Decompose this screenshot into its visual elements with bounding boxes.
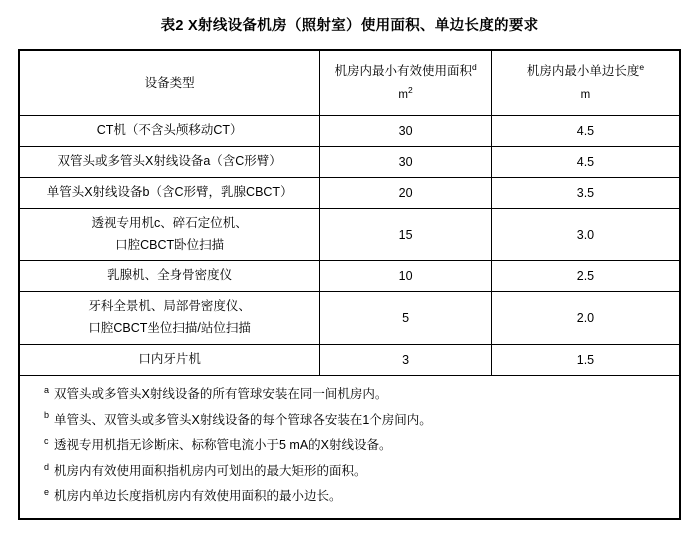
cell-min-side: 1.5 (491, 345, 679, 376)
cell-min-area: 20 (320, 177, 492, 208)
table-row (20, 177, 680, 208)
column-header-min-area-label: 机房内最小有效使用面积 (334, 64, 472, 78)
cell-min-area: 30 (320, 146, 492, 177)
cell-min-area: 5 (320, 292, 492, 345)
cell-device-type (20, 116, 320, 147)
cell-device-type (20, 208, 320, 261)
device-type-line: 双管头或多管头X射线设备a（含C形臂） (57, 153, 282, 168)
device-type-line: 单管头X射线设备b（含C形臂，乳腺CBCT） (46, 184, 293, 199)
column-header-min-side-label: 机房内最小单边长度 (526, 64, 640, 78)
table-header (20, 51, 680, 116)
device-type-line: 乳腺机、全身骨密度仪 (107, 268, 233, 283)
cell-device-type (20, 292, 320, 345)
footnote-c: c 透视专用机指无诊断床、标称管电流小于5 mA的X射线设备。 (44, 435, 392, 453)
table-body (20, 116, 680, 519)
column-header-device-type (20, 51, 320, 116)
column-header-min-side-unit: m (580, 89, 591, 101)
cell-min-side: 3.5 (491, 177, 679, 208)
column-header-min-area (320, 51, 492, 116)
device-type-line: 口内牙片机 (138, 352, 201, 366)
requirements-table (19, 50, 680, 519)
device-type-line: 口腔CBCT卧位扫描 (115, 237, 225, 252)
footnote-text: 透视专用机指无诊断床、标称管电流小于5 mA的X射线设备。 (54, 438, 392, 453)
cell-min-side: 4.5 (491, 116, 679, 147)
table-header-row (20, 51, 680, 116)
table-footnotes (20, 375, 680, 518)
footnote-text: 单管头、双管头或多管头X射线设备的每个管球各安装在1个房间内。 (54, 412, 432, 427)
cell-device-type (20, 261, 320, 292)
cell-min-area: 10 (320, 261, 492, 292)
column-header-min-side (491, 51, 679, 116)
device-type-line: CT机（不含头颅移动CT） (96, 123, 243, 137)
footnote-text: 机房内有效使用面积指机房内可划出的最大矩形的面积。 (54, 463, 367, 478)
cell-min-area: 3 (320, 345, 492, 376)
footnote-e: e 机房内单边长度指机房内有效使用面积的最小边长。 (44, 487, 342, 504)
document-page (0, 14, 699, 550)
footnote-a: a 双管头或多管头X射线设备的所有管球安装在同一间机房内。 (44, 384, 388, 401)
column-header-device-type-label: 设备类型 (144, 75, 195, 90)
footnote-text: 双管头或多管头X射线设备的所有管球安装在同一间机房内。 (54, 386, 388, 401)
table-row (20, 208, 680, 261)
table-notes-row (20, 375, 680, 518)
requirements-table-container (18, 49, 681, 520)
cell-min-area: 30 (320, 116, 492, 147)
device-type-line: 透视专用机c、碎石定位机、 (91, 215, 248, 230)
footnote-text: 机房内单边长度指机房内有效使用面积的最小边长。 (54, 489, 342, 504)
footnote-b: b 单管头、双管头或多管头X射线设备的每个管球各安装在1个房间内。 (44, 410, 432, 427)
table-row (20, 261, 680, 292)
device-type-line: 口腔CBCT坐位扫描/站位扫描 (88, 321, 251, 336)
footnote-d: d 机房内有效使用面积指机房内可划出的最大矩形的面积。 (44, 461, 367, 478)
device-type-line: 牙科全景机、局部骨密度仪、 (88, 299, 251, 314)
cell-min-side: 2.0 (491, 292, 679, 345)
cell-min-side: 4.5 (491, 146, 679, 177)
table-row (20, 146, 680, 177)
table-row (20, 116, 680, 147)
table-row (20, 345, 680, 376)
cell-device-type (20, 177, 320, 208)
cell-min-area: 15 (320, 208, 492, 261)
cell-device-type (20, 146, 320, 177)
footnote-ref-d: d (471, 61, 477, 72)
table-row (20, 292, 680, 345)
column-header-min-area-unit: $m^2$ (398, 85, 413, 101)
cell-min-side: 2.5 (491, 261, 679, 292)
superscript-two: 2 (408, 85, 413, 96)
cell-device-type (20, 345, 320, 376)
cell-min-side: 3.0 (491, 208, 679, 261)
page-title: 表2 X射线设备机房（照射室）使用面积、单边长度的要求 (160, 18, 539, 34)
footnote-ref-e: e (639, 61, 645, 72)
